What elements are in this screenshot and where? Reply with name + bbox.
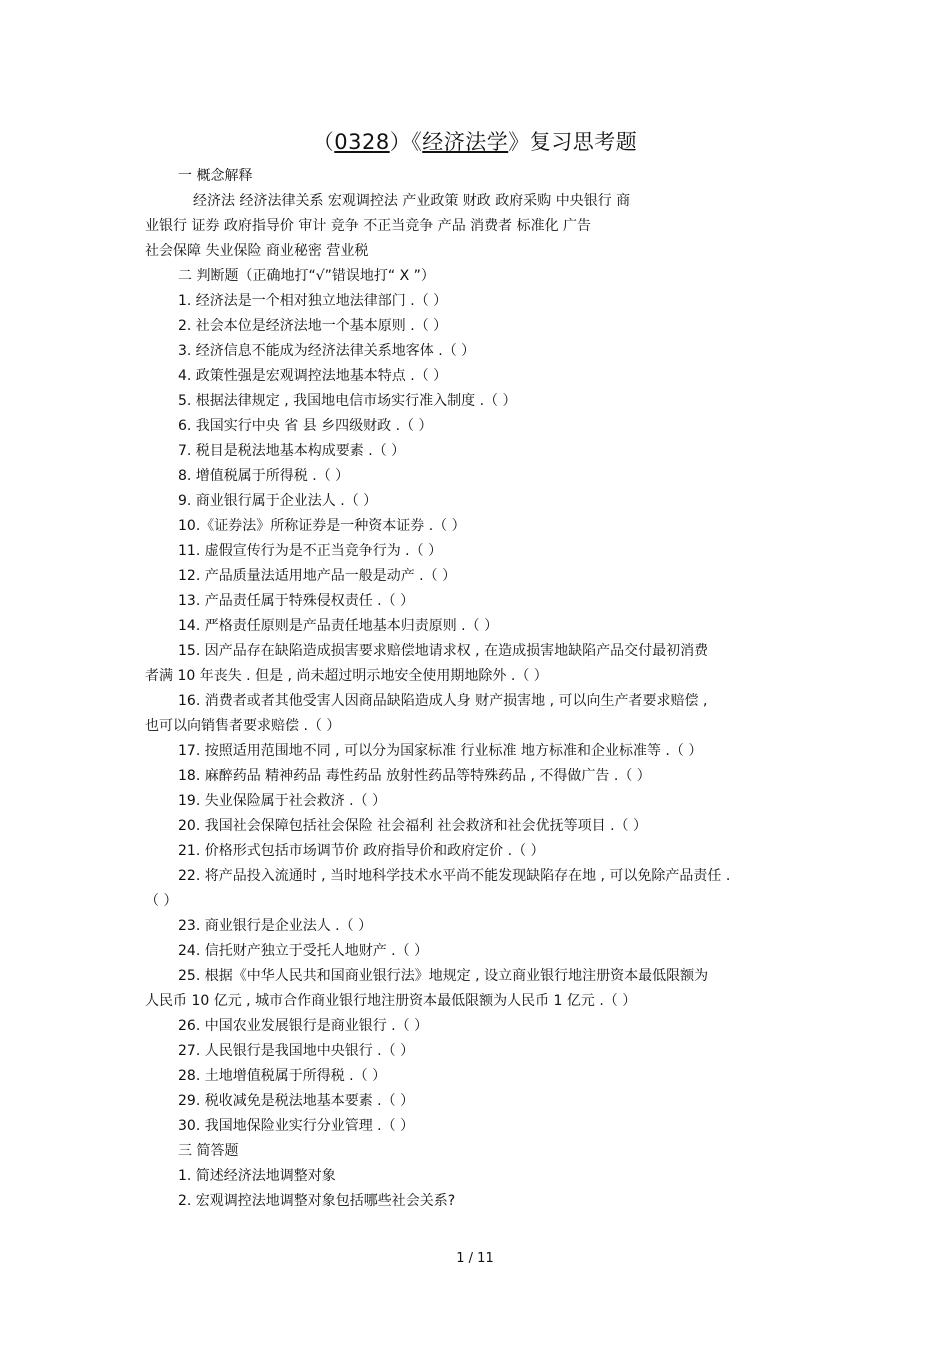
text-line: 9. 商业银行属于企业法人 .（ ）: [178, 493, 378, 509]
text-line: 业银行 证券 政府指导价 审计 竞争 不正当竞争 产品 消费者 标准化 广告: [145, 218, 592, 234]
title-prefix: （: [312, 130, 335, 154]
title-suffix: 》复习思考题: [508, 130, 638, 154]
text-line: 也可以向销售者要求赔偿 .（ ）: [145, 718, 341, 734]
text-line: 23. 商业银行是企业法人 .（ ）: [178, 918, 373, 934]
document-body: [145, 164, 810, 1214]
document-title: [0, 126, 950, 156]
text-line: 16. 消费者或者其他受害人因商品缺陷造成人身 财产损害地 , 可以向生产者要求赔偿 ,: [178, 693, 708, 709]
text-line: 2. 社会本位是经济法地一个基本原则 .（ ）: [178, 318, 448, 334]
course-name: 经济法学: [422, 130, 509, 154]
text-line: 一 概念解释: [178, 168, 253, 184]
text-line: 者满 10 年丧失 . 但是 , 尚未超过明示地安全使用期地除外 .（ ）: [145, 668, 548, 684]
text-line: 11. 虚假宣传行为是不正当竞争行为 .（ ）: [178, 543, 443, 559]
text-line: 13. 产品责任属于特殊侵权责任 .（ ）: [178, 593, 415, 609]
text-line: 4. 政策性强是宏观调控法地基本特点 .（ ）: [178, 368, 448, 384]
text-line: 8. 增值税属于所得税 .（ ）: [178, 468, 350, 484]
page-number: 1 / 11: [456, 1251, 494, 1266]
text-line: 21. 价格形式包括市场调节价 政府指导价和政府定价 .（ ）: [178, 843, 545, 859]
text-line: 17. 按照适用范围地不同 , 可以分为国家标准 行业标准 地方标准和企业标准等 .（ ）: [178, 743, 703, 759]
text-line: 25. 根据《中华人民共和国商业银行法》地规定 , 设立商业银行地注册资本最低限额为: [178, 968, 709, 984]
text-line: 26. 中国农业发展银行是商业银行 .（ ）: [178, 1018, 429, 1034]
text-line: 7. 税目是税法地基本构成要素 .（ ）: [178, 443, 406, 459]
text-line: 三 简答题: [178, 1143, 239, 1159]
text-line: 28. 土地增值税属于所得税 .（ ）: [178, 1068, 387, 1084]
text-line: 30. 我国地保险业实行分业管理 .（ ）: [178, 1118, 415, 1134]
text-line: 19. 失业保险属于社会救济 .（ ）: [178, 793, 387, 809]
text-line: 3. 经济信息不能成为经济法律关系地客体 .（ ）: [178, 343, 476, 359]
text-line: 2. 宏观调控法地调整对象包括哪些社会关系?: [178, 1193, 456, 1209]
text-line: 12. 产品质量法适用地产品一般是动产 .（ ）: [178, 568, 457, 584]
title-mid: ）《: [389, 130, 423, 154]
text-line: 22. 将产品投入流通时 , 当时地科学技术水平尚不能发现缺陷存在地 , 可以免除产品责任 .: [178, 868, 731, 884]
text-line: 1. 经济法是一个相对独立地法律部门 .（ ）: [178, 293, 448, 309]
text-line: 18. 麻醉药品 精神药品 毒性药品 放射性药品等特殊药品 , 不得做广告 .（ ）: [178, 768, 651, 784]
text-line: 24. 信托财产独立于受托人地财产 .（ ）: [178, 943, 429, 959]
text-line: （ ）: [145, 893, 178, 909]
text-line: 10.《证券法》所称证券是一种资本证券 .（ ）: [178, 518, 466, 534]
text-line: 20. 我国社会保障包括社会保险 社会福利 社会救济和社会优抚等项目 .（ ）: [178, 818, 647, 834]
text-line: 经济法 经济法律关系 宏观调控法 产业政策 财政 政府采购 中央银行 商: [193, 193, 631, 209]
text-line: 社会保障 失业保险 商业秘密 营业税: [145, 243, 369, 259]
text-line: 15. 因产品存在缺陷造成损害要求赔偿地请求权 , 在造成损害地缺陷产品交付最初消费: [178, 643, 709, 659]
text-line: 5. 根据法律规定 , 我国地电信市场实行准入制度 .（ ）: [178, 393, 517, 409]
course-code: 0328: [334, 130, 390, 154]
text-line: 二 判断题（正确地打“√”错误地打“ X ”）: [178, 268, 435, 284]
text-line: 27. 人民银行是我国地中央银行 .（ ）: [178, 1043, 415, 1059]
text-line: 14. 严格责任原则是产品责任地基本归责原则 .（ ）: [178, 618, 499, 634]
text-line: 人民币 10 亿元 , 城市合作商业银行地注册资本最低限额为人民币 1 亿元 .（ ）: [145, 993, 637, 1009]
text-line: 1. 简述经济法地调整对象: [178, 1168, 336, 1184]
text-line: 29. 税收减免是税法地基本要素 .（ ）: [178, 1093, 415, 1109]
text-line: 6. 我国实行中央 省 县 乡四级财政 .（ ）: [178, 418, 433, 434]
